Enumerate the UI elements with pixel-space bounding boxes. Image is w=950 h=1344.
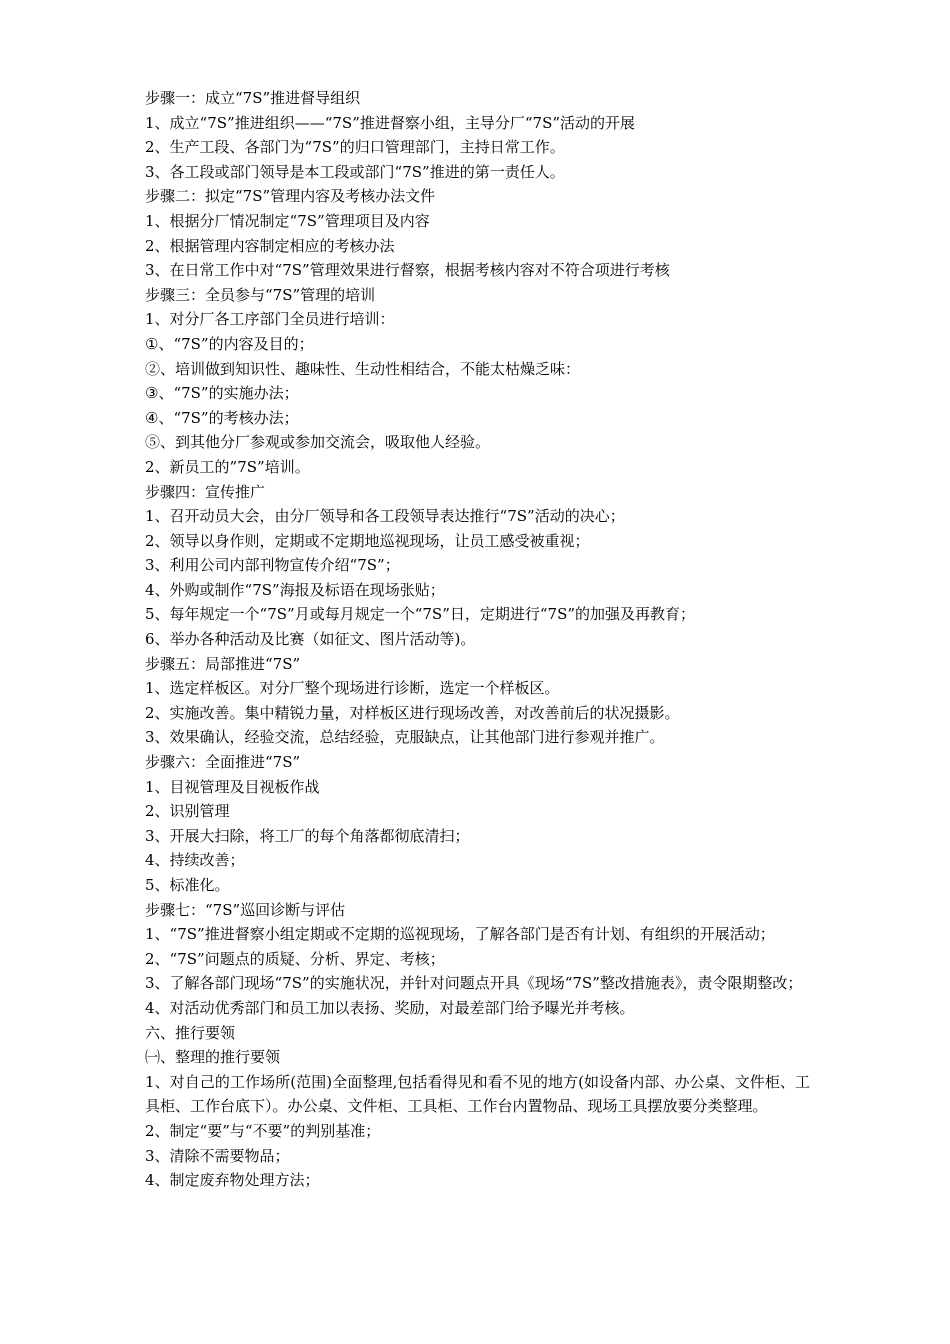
paragraph-line: 3、效果确认，经验交流，总结经验，克服缺点，让其他部门进行参观并推广。: [145, 728, 665, 747]
paragraph-line: 1、召开动员大会，由分厂领导和各工段领导表达推行“7S”活动的决心；: [145, 507, 625, 526]
step2-heading: 步骤二：拟定“7S”管理内容及考核办法文件: [145, 187, 436, 206]
paragraph-line: 2、制定“要”与“不要”的判别基准；: [145, 1121, 381, 1140]
paragraph-line: 4、对活动优秀部门和员工加以表扬、奖励，对最差部门给予曝光并考核。: [145, 998, 635, 1017]
paragraph-line: ④、“7S”的考核办法；: [145, 408, 299, 427]
paragraph-line: 2、识别管理: [145, 802, 230, 821]
paragraph-line: ⑤、到其他分厂参观或参加交流会，吸取他人经验。: [145, 433, 491, 452]
paragraph-line: 4、外购或制作“7S”海报及标语在现场张贴；: [145, 580, 445, 599]
paragraph-line: 1、根据分厂情况制定“7S”管理项目及内容: [145, 211, 430, 230]
paragraph-line: 1、成立“7S”推进组织——“7S”推进督察小组，主导分厂“7S”活动的开展: [145, 113, 636, 132]
step3-heading: 步骤三：全员参与“7S”管理的培训: [145, 285, 376, 304]
paragraph-line: 2、实施改善。集中精锐力量，对样板区进行现场改善，对改善前后的状况摄影。: [145, 703, 680, 722]
paragraph-line: 2、生产工段、各部门为“7S”的归口管理部门，主持日常工作。: [145, 138, 565, 157]
section-heading: 六、推行要领: [145, 1023, 236, 1042]
document-body: [145, 86, 810, 1193]
paragraph-line: 2、新员工的”7S”培训。: [145, 457, 310, 476]
paragraph-line: 3、各工段或部门领导是本工段或部门“7S”推进的第一责任人。: [145, 162, 565, 181]
step5-heading: 步骤五：局部推进“7S”: [145, 654, 301, 673]
paragraph-line: 3、利用公司内部刊物宣传介绍“7S”；: [145, 556, 400, 575]
step6-heading: 步骤六：全面推进“7S”: [145, 753, 301, 772]
paragraph-line: 1、选定样板区。对分厂整个现场进行诊断，选定一个样板区。: [145, 679, 560, 698]
paragraph-line: 3、在日常工作中对“7S”管理效果进行督察，根据考核内容对不符合项进行考核: [145, 261, 670, 280]
paragraph-line: ②、培训做到知识性、趣味性、生动性相结合，不能太枯燥乏味：: [145, 359, 581, 378]
paragraph-line: 1、目视管理及目视板作战: [145, 777, 320, 796]
paragraph-line: 4、持续改善；: [145, 851, 245, 870]
paragraph-line: 3、开展大扫除，将工厂的每个角落都彻底清扫；: [145, 826, 470, 845]
paragraph-line: 1、对自己的工作场所(范围)全面整理,包括看得见和看不见的地方(如设备内部、办公桌、文件柜、工具柜、工作台底下）。办公桌、文件柜、工具柜、工作台内置物品、现场工具摆放要分类整理。: [145, 1072, 810, 1116]
paragraph-line: 2、根据管理内容制定相应的考核办法: [145, 236, 395, 255]
paragraph-line: 2、领导以身作则，定期或不定期地巡视现场，让员工感受被重视；: [145, 531, 590, 550]
paragraph-line: 5、标准化。: [145, 876, 230, 894]
paragraph-line: 2、“7S”问题点的质疑、分析、界定、考核；: [145, 949, 445, 968]
paragraph-line: 1、对分厂各工序部门全员进行培训：: [145, 310, 395, 329]
paragraph-line: 6、举办各种活动及比赛（如征文、图片活动等)。: [145, 630, 476, 649]
subsection-heading: ㈠、整理的推行要领: [145, 1048, 281, 1067]
paragraph-line: ③、“7S”的实施办法；: [145, 384, 299, 403]
paragraph-line: 5、每年规定一个“7S”月或每月规定一个“7S”日，定期进行“7S”的加强及再教育；: [145, 605, 696, 624]
step7-heading: 步骤七：“7S”巡回诊断与评估: [145, 900, 346, 919]
paragraph-line: 3、了解各部门现场“7S”的实施状况，并针对问题点开具《现场“7S”整改措施表》，责令限期整改；: [145, 974, 803, 993]
paragraph-line: 1、“7S”推进督察小组定期或不定期的巡视现场，了解各部门是否有计划、有组织的开展活动；: [145, 925, 775, 944]
step1-heading: 步骤一：成立“7S”推进督导组织: [145, 89, 361, 107]
paragraph-line: 3、清除不需要物品；: [145, 1146, 290, 1165]
paragraph-line: ①、“7S”的内容及目的；: [145, 334, 314, 353]
step4-heading: 步骤四：宣传推广: [145, 482, 266, 501]
paragraph-line: 4、制定废弃物处理方法；: [145, 1171, 320, 1190]
